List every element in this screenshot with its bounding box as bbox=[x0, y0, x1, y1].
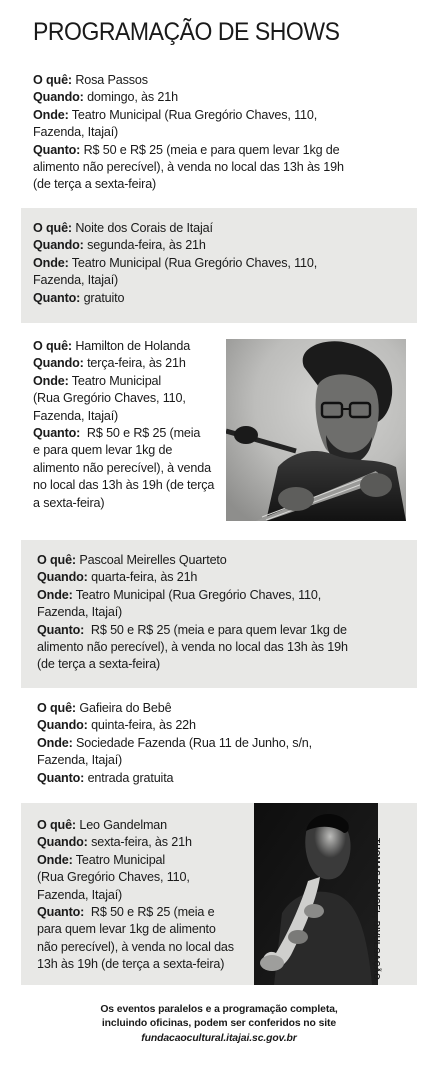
label-what: O quê: bbox=[33, 73, 72, 87]
event-block-gafieira-do-bebe bbox=[21, 692, 417, 802]
label-where: Onde: bbox=[33, 255, 69, 270]
event-where-cont: (Rua Gregório Chaves, 110, bbox=[37, 870, 190, 885]
event-block-noite-dos-corais bbox=[21, 208, 417, 323]
label-when: Quando: bbox=[37, 718, 88, 733]
label-price: Quanto: bbox=[33, 426, 81, 441]
event-price-cont: alimento não perecível), à venda bbox=[33, 460, 211, 475]
footer-note bbox=[0, 1003, 438, 1046]
event-price-cont: 13h às 19h (de terça a sexta-feira) bbox=[37, 957, 225, 972]
label-price: Quanto: bbox=[37, 622, 85, 637]
footer-line-1: Os eventos paralelos e a programação completa, bbox=[100, 1004, 338, 1015]
label-what: O quê: bbox=[33, 339, 72, 353]
event-where-cont: Fazenda, Itajaí) bbox=[33, 125, 119, 140]
label-when: Quando: bbox=[37, 570, 88, 585]
saxophonist-photo-image bbox=[254, 803, 378, 985]
event-name: Hamilton de Holanda bbox=[75, 339, 191, 353]
event-block-pascoal-meirelles bbox=[21, 540, 417, 688]
event-price: R$ 50 e R$ 25 (meia e para quem levar 1kg de bbox=[83, 142, 340, 157]
event-price-cont: a sexta-feira) bbox=[33, 495, 105, 510]
event-price-cont: (de terça a sexta-feira) bbox=[37, 657, 161, 672]
label-price: Quanto: bbox=[37, 905, 85, 920]
event-when: sexta-feira, às 21h bbox=[91, 835, 192, 850]
label-price: Quanto: bbox=[37, 770, 85, 785]
event-price: R$ 50 e R$ 25 (meia bbox=[86, 426, 201, 441]
event-when: domingo, às 21h bbox=[87, 90, 178, 105]
event-where-cont: Fazenda, Itajaí) bbox=[37, 887, 123, 902]
event-block-rosa-passos bbox=[21, 64, 417, 204]
event-price-cont: alimento não perecível), à venda no local das 13h às 19h bbox=[33, 160, 344, 175]
event-price-cont: e para quem levar 1kg de bbox=[33, 443, 173, 458]
photo-hamilton-de-holanda bbox=[226, 339, 406, 521]
label-price: Quanto: bbox=[33, 290, 81, 305]
event-when: terça-feira, às 21h bbox=[87, 356, 186, 371]
label-what: O quê: bbox=[37, 553, 76, 567]
label-what: O quê: bbox=[37, 701, 76, 715]
event-price-cont: não perecível), à venda no local das bbox=[37, 939, 234, 954]
label-where: Onde: bbox=[33, 373, 69, 388]
event-price: gratuito bbox=[83, 290, 125, 305]
event-price: R$ 50 e R$ 25 (meia e para quem levar 1kg de bbox=[90, 622, 347, 637]
event-where: Teatro Municipal (Rua Gregório Chaves, 110, bbox=[71, 107, 318, 122]
label-when: Quando: bbox=[37, 835, 88, 850]
event-where-cont: Fazenda, Itajaí) bbox=[33, 408, 119, 423]
event-name: Noite dos Corais de Itajaí bbox=[75, 221, 213, 235]
event-where: Teatro Municipal (Rua Gregório Chaves, 110, bbox=[71, 255, 318, 270]
event-where: Teatro Municipal (Rua Gregório Chaves, 110, bbox=[75, 587, 322, 602]
photo-credit: THOMAS RANGEL, DIVULGAÇÃO bbox=[372, 838, 382, 980]
event-when: quarta-feira, às 21h bbox=[91, 570, 198, 585]
footer-site-link[interactable]: fundacaocultural.itajai.sc.gov.br bbox=[141, 1032, 297, 1044]
event-name: Leo Gandelman bbox=[79, 818, 168, 832]
label-what: O quê: bbox=[33, 221, 72, 235]
event-price: entrada gratuita bbox=[87, 770, 174, 785]
label-when: Quando: bbox=[33, 238, 84, 253]
event-where-cont: Fazenda, Itajaí) bbox=[33, 273, 119, 288]
label-where: Onde: bbox=[37, 587, 73, 602]
label-where: Onde: bbox=[37, 735, 73, 750]
footer-line-2: incluindo oficinas, podem ser conferidos no site bbox=[101, 1018, 337, 1030]
musician-photo-image bbox=[226, 339, 406, 521]
label-what: O quê: bbox=[37, 818, 76, 832]
event-where-cont: (Rua Gregório Chaves, 110, bbox=[33, 391, 186, 406]
photo-leo-gandelman bbox=[254, 803, 378, 985]
label-where: Onde: bbox=[37, 852, 73, 867]
label-when: Quando: bbox=[33, 356, 84, 371]
event-when: segunda-feira, às 21h bbox=[87, 238, 206, 253]
event-where: Teatro Municipal bbox=[71, 373, 162, 388]
event-name: Rosa Passos bbox=[75, 73, 148, 87]
event-price-cont: alimento não perecível), à venda no local das 13h às 19h bbox=[37, 640, 348, 655]
event-when: quinta-feira, às 22h bbox=[91, 718, 196, 733]
event-name: Pascoal Meirelles Quarteto bbox=[79, 553, 227, 567]
page-title: PROGRAMAÇÃO DE SHOWS bbox=[33, 18, 340, 46]
label-price: Quanto: bbox=[33, 142, 81, 157]
event-where: Sociedade Fazenda (Rua 11 de Junho, s/n, bbox=[76, 735, 313, 750]
event-where: Teatro Municipal bbox=[75, 852, 166, 867]
label-where: Onde: bbox=[33, 107, 69, 122]
event-where-cont: Fazenda, Itajaí) bbox=[37, 753, 123, 768]
event-price-cont: para quem levar 1kg de alimento bbox=[37, 922, 216, 937]
event-price-cont: no local das 13h às 19h (de terça bbox=[33, 478, 215, 493]
event-name: Gafieira do Bebê bbox=[79, 701, 172, 715]
event-price: R$ 50 e R$ 25 (meia e bbox=[90, 905, 215, 920]
label-when: Quando: bbox=[33, 90, 84, 105]
event-price-cont: (de terça a sexta-feira) bbox=[33, 177, 157, 192]
event-where-cont: Fazenda, Itajaí) bbox=[37, 605, 123, 620]
